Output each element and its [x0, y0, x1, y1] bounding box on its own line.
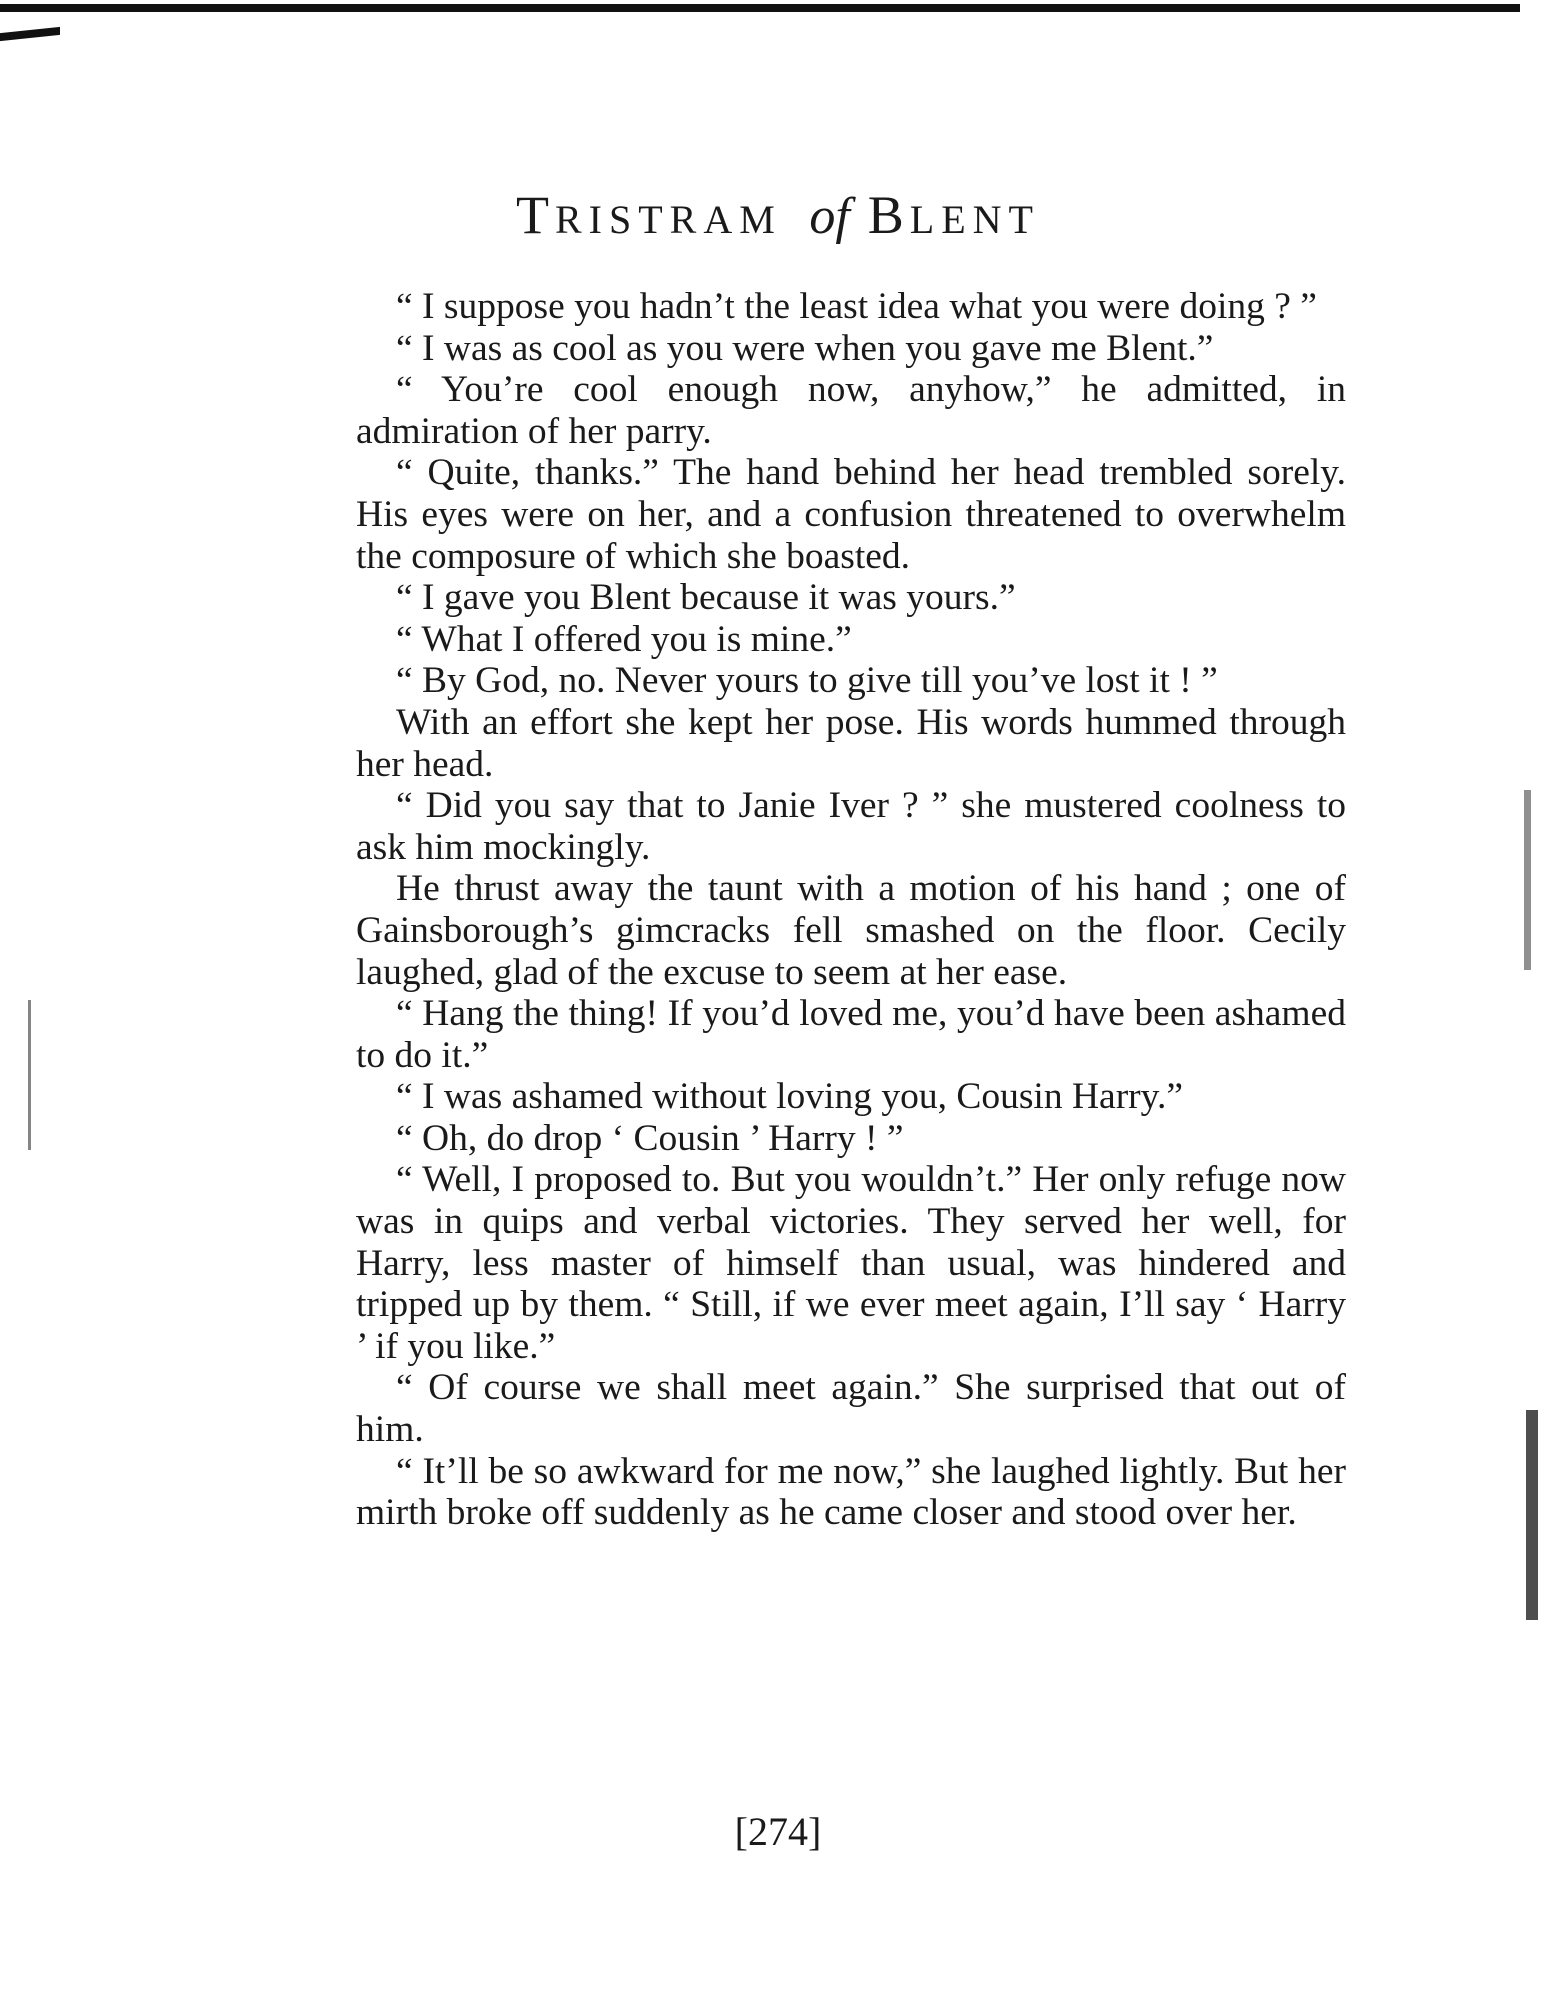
- running-head-initial: T: [516, 185, 555, 245]
- page-number: [274]: [734, 1809, 822, 1854]
- running-head-initial: B: [867, 185, 910, 245]
- paragraph: “ I suppose you hadn’t the least idea what you were doing ? ”: [396, 286, 1317, 327]
- paragraph: With an effort she kept her pose. His words hummed through her head.: [356, 701, 1346, 785]
- scan-right-edge-mark: [1526, 1410, 1538, 1620]
- running-head: [0, 185, 1556, 245]
- scan-right-edge-mark: [1524, 790, 1531, 970]
- body-text: [356, 286, 1346, 1534]
- paragraph: “ Quite, thanks.” The hand behind her head trembled sorely. His eyes were on her, and a confusion threatened to overwhelm the composure of which she boasted.: [356, 452, 1346, 577]
- running-head-of: of: [809, 188, 850, 245]
- running-head-word: RISTRAM: [555, 197, 782, 242]
- paragraph: “ I gave you Blent because it was yours.”: [396, 577, 1016, 619]
- paragraph: “ Oh, do drop ‘ Cousin ’ Harry ! ”: [396, 1117, 904, 1159]
- paragraph: He thrust away the taunt with a motion of his hand ; one of Gainsborough’s gimcracks fell smashed on the floor. Cecily laughed, glad of the excuse to seem at her ease.: [356, 868, 1346, 993]
- paragraph: “ What I offered you is mine.”: [396, 618, 852, 660]
- paragraph: “ Of course we shall meet again.” She surprised that out of him.: [356, 1367, 1346, 1451]
- paragraph: “ I was as cool as you were when you gave me Blent.”: [396, 327, 1214, 369]
- paragraph: “ Well, I proposed to. But you wouldn’t.” Her only refuge now was in quips and verbal victories. They served her well, for Harry, less master of himself than usual, was hindered and tripped up by them. “ Still, if we ever meet again, I’ll say ‘ Harry ’ if you like.”: [356, 1159, 1346, 1367]
- paragraph: “ Did you say that to Janie Iver ? ” she mustered coolness to ask him mockingly.: [356, 785, 1346, 868]
- running-head-word: LENT: [909, 197, 1040, 242]
- scan-top-rule: [0, 4, 1520, 12]
- paragraph: “ I was ashamed without loving you, Cousin Harry.”: [396, 1076, 1184, 1118]
- paragraph: “ By God, no. Never yours to give till you’ve lost it ! ”: [396, 660, 1218, 702]
- scan-left-edge-mark: [28, 1000, 37, 1150]
- scan-corner-mark: [0, 27, 60, 41]
- paragraph: “ You’re cool enough now, anyhow,” he admitted, in admiration of her parry.: [356, 369, 1346, 452]
- paragraph: “ It’ll be so awkward for me now,” she laughed lightly. But her mirth broke off suddenly as he came closer and stood over her.: [356, 1450, 1346, 1534]
- paragraph: “ Hang the thing! If you’d loved me, you’d have been ashamed to do it.”: [356, 993, 1346, 1076]
